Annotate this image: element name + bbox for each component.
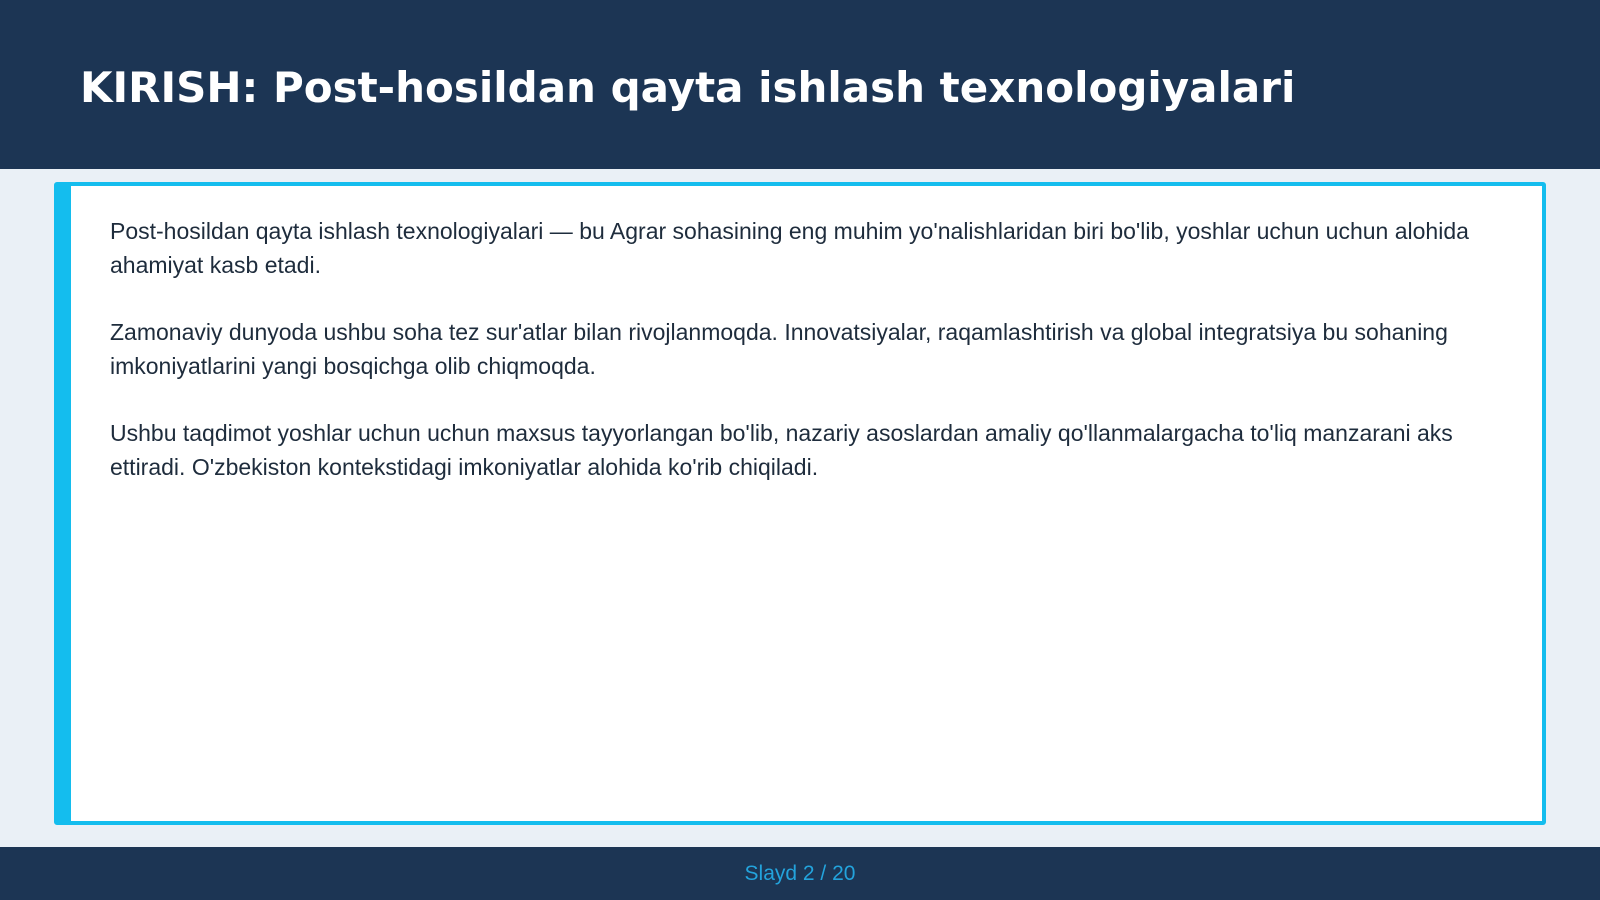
slide-footer	[0, 847, 1600, 900]
modern-world-paragraph: Zamonaviy dunyoda ushbu soha tez sur'atlar bilan rivojlanmoqda. Innovatsiyalar, raqamlashtirish va global integratsiya bu sohaning imkoniyatlarini yangi bosqichga olib chiqmoqda.	[110, 319, 1448, 379]
slide-number: Slayd 2 / 20	[744, 862, 856, 885]
intro-paragraph: Post-hosildan qayta ishlash texnologiyalari — bu Agrar sohasining eng muhim yo'nalishlaridan biri bo'lib, yoshlar uchun uchun alohida ahamiyat kasb etadi.	[110, 218, 1469, 278]
slide-title: KIRISH: Post-hosildan qayta ishlash texnologiyalari	[80, 63, 1296, 112]
slide-header	[0, 0, 1600, 169]
presentation-purpose-paragraph: Ushbu taqdimot yoshlar uchun uchun maxsus tayyorlangan bo'lib, nazariy asoslardan amaliy qo'llanmalargacha to'liq manzarani aks ettiradi. O'zbekiston kontekstidagi imkoniyatlar alohida ko'rib chiqiladi.	[110, 420, 1453, 480]
content-panel	[54, 182, 1546, 825]
content-body	[110, 214, 1500, 517]
